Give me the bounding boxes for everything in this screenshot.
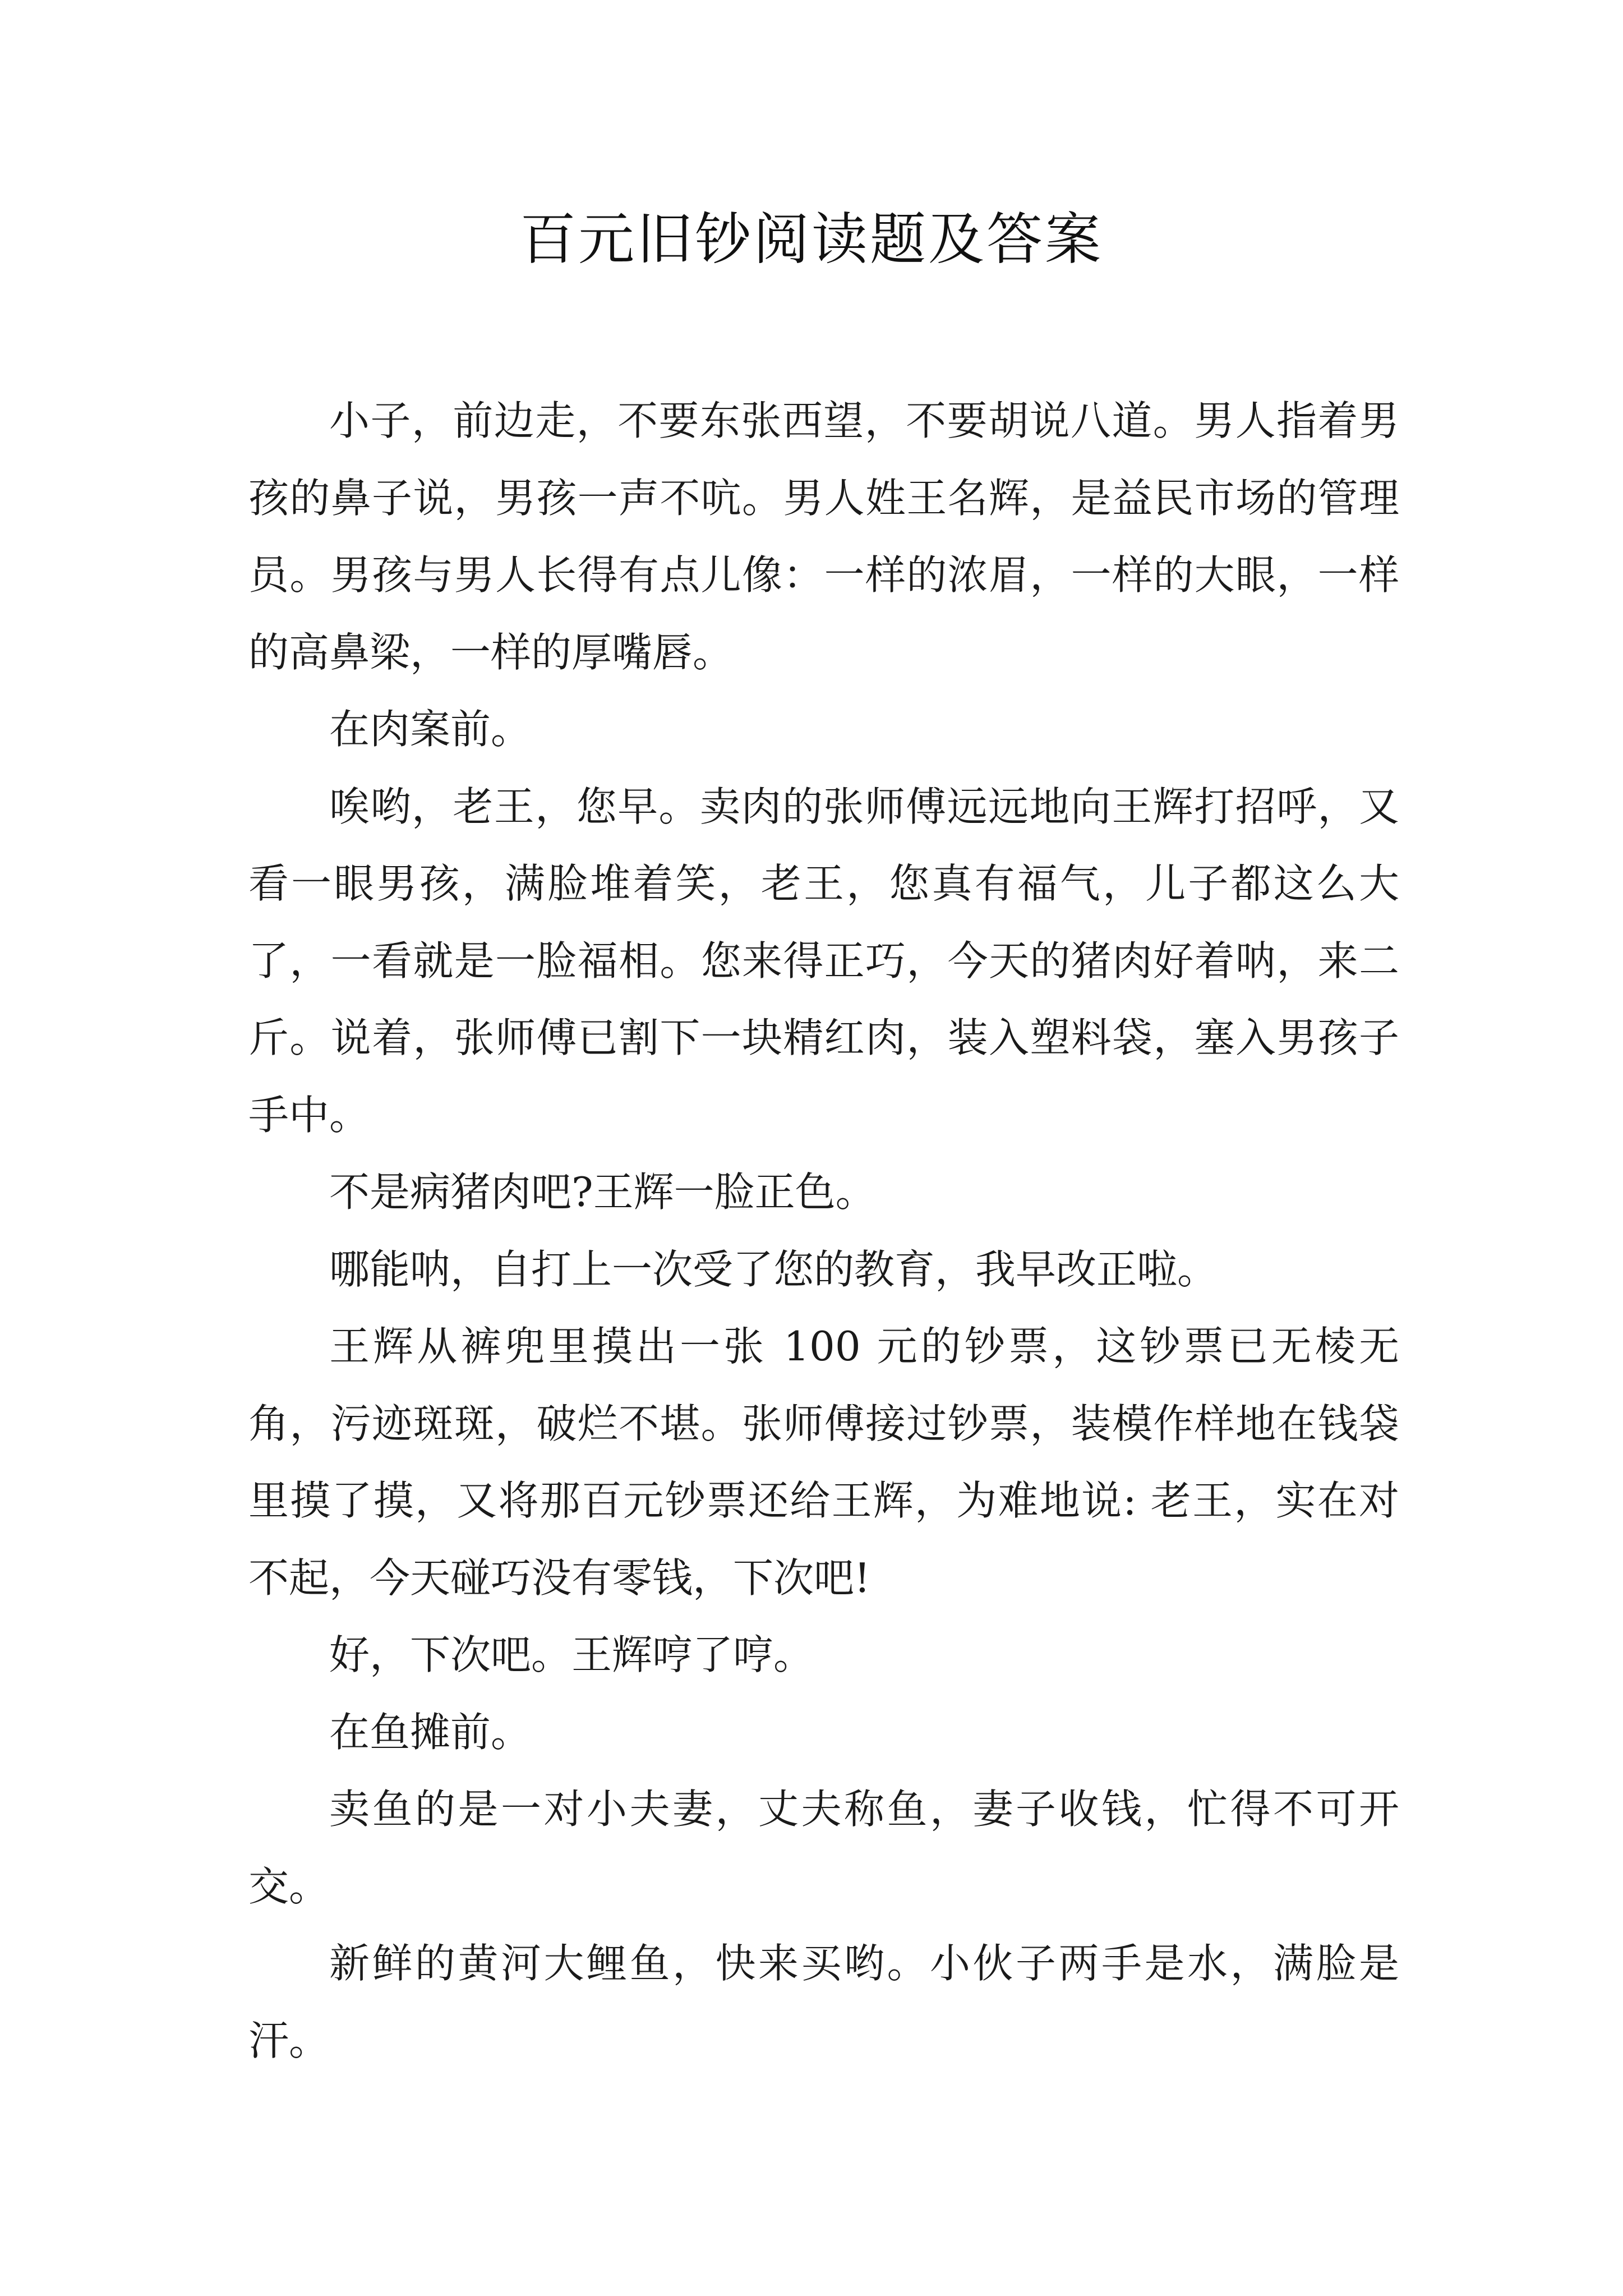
paragraph: 好，下次吧。王辉哼了哼。 — [329, 1631, 814, 1678]
paragraph: 王辉从裤兜里摸出一张 100 元的钞票，这钞票已无棱无角，污迹斑斑，破烂不堪。张师傅接过钞票，装模作样地在钱袋里摸了摸，又将那百元钞票还给王辉，为难地说: 老王，实在对不起，今天碰巧没有零钱，下次吧! — [248, 1323, 1399, 1602]
paragraph: 卖鱼的是一对小夫妻，丈夫称鱼，妻子收钱，忙得不可开交。 — [248, 1786, 1399, 1910]
paragraph: 小子，前边走，不要东张西望，不要胡说八道。男人指着男孩的鼻子说，男孩一声不吭。男人姓王名辉，是益民市场的管理员。男孩与男人长得有点儿像：一样的浓眉，一样的大眼，一样的高鼻梁，一样的厚嘴唇。 — [248, 397, 1399, 676]
paragraph: 新鲜的黄河大鲤鱼，快来买哟。小伙子两手是水，满脸是汗。 — [248, 1940, 1399, 2064]
paragraph: 在鱼摊前。 — [329, 1708, 532, 1756]
paragraph: 不是病猪肉吧?王辉一脸正色。 — [329, 1168, 876, 1216]
document-body — [248, 383, 1399, 2079]
paragraph: 在肉案前。 — [329, 706, 532, 753]
paragraph: 唉哟，老王，您早。卖肉的张师傅远远地向王辉打招呼，又看一眼男孩，满脸堆着笑，老王，您真有福气，儿子都这么大了，一看就是一脸福相。您来得正巧，今天的猪肉好着呐，来二斤。说着，张师傅已割下一块精红肉，装入塑料袋，塞入男孩子手中。 — [248, 783, 1399, 1139]
paragraph: 哪能呐，自打上一次受了您的教育，我早改正啦。 — [329, 1245, 1218, 1293]
document-title: 百元旧钞阅读题及答案 — [520, 206, 1103, 272]
